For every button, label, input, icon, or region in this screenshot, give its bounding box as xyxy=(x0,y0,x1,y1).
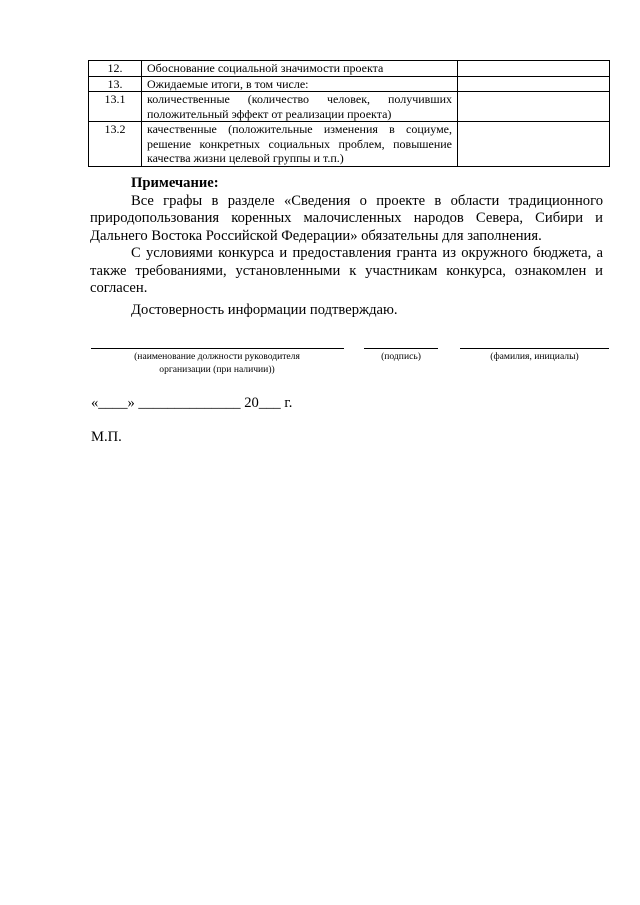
row-number: 13. xyxy=(89,76,142,92)
row-number: 13.2 xyxy=(89,122,142,167)
date-line[interactable]: «____» ______________ 20___ г. xyxy=(91,395,293,411)
row-description: Обоснование социальной значимости проекта xyxy=(142,61,458,77)
position-caption: (наименование должности руководителя организации (при наличии)) xyxy=(134,351,300,375)
project-info-table xyxy=(88,60,610,167)
position-signature-line[interactable] xyxy=(91,348,344,349)
stamp-placeholder: М.П. xyxy=(91,429,122,445)
note-paragraph-confirmation: Достоверность информации подтверждаю. xyxy=(131,301,398,318)
row-number: 12. xyxy=(89,61,142,77)
note-paragraph-conditions: С условиями конкурса и предоставления гранта из окружного бюджета, а также требованиями, установленными к участникам конкурса, ознакомлен и согласен. xyxy=(90,245,603,296)
row-description: количественные (количество человек, получивших положительный эффект от реализации проекта) xyxy=(142,92,458,122)
row-description: Ожидаемые итоги, в том числе: xyxy=(142,76,458,92)
signature-line[interactable] xyxy=(364,348,438,349)
row-value-cell[interactable] xyxy=(458,76,610,92)
name-signature-line[interactable] xyxy=(460,348,609,349)
name-caption: (фамилия, инициалы) xyxy=(490,351,579,362)
table-row xyxy=(89,61,610,77)
row-number: 13.1 xyxy=(89,92,142,122)
row-value-cell[interactable] xyxy=(458,92,610,122)
note-title: Примечание: xyxy=(131,175,219,191)
note-section xyxy=(90,175,603,319)
table-row xyxy=(89,122,610,167)
row-value-cell[interactable] xyxy=(458,122,610,167)
row-description: качественные (положительные изменения в социуме, решение конкретных социальных проблем, повышение качества жизни целевой группы и т.п.) xyxy=(142,122,458,167)
note-paragraph-required-fields: Все графы в разделе «Сведения о проекте в области традиционного природопользования коренных малочисленных народов Севера, Сибири и Дальнего Востока Российской Федерации» обязательны для заполнения. xyxy=(90,192,603,244)
row-value-cell[interactable] xyxy=(458,61,610,77)
table-row xyxy=(89,92,610,122)
signature-caption: (подпись) xyxy=(381,351,421,362)
table-row xyxy=(89,76,610,92)
